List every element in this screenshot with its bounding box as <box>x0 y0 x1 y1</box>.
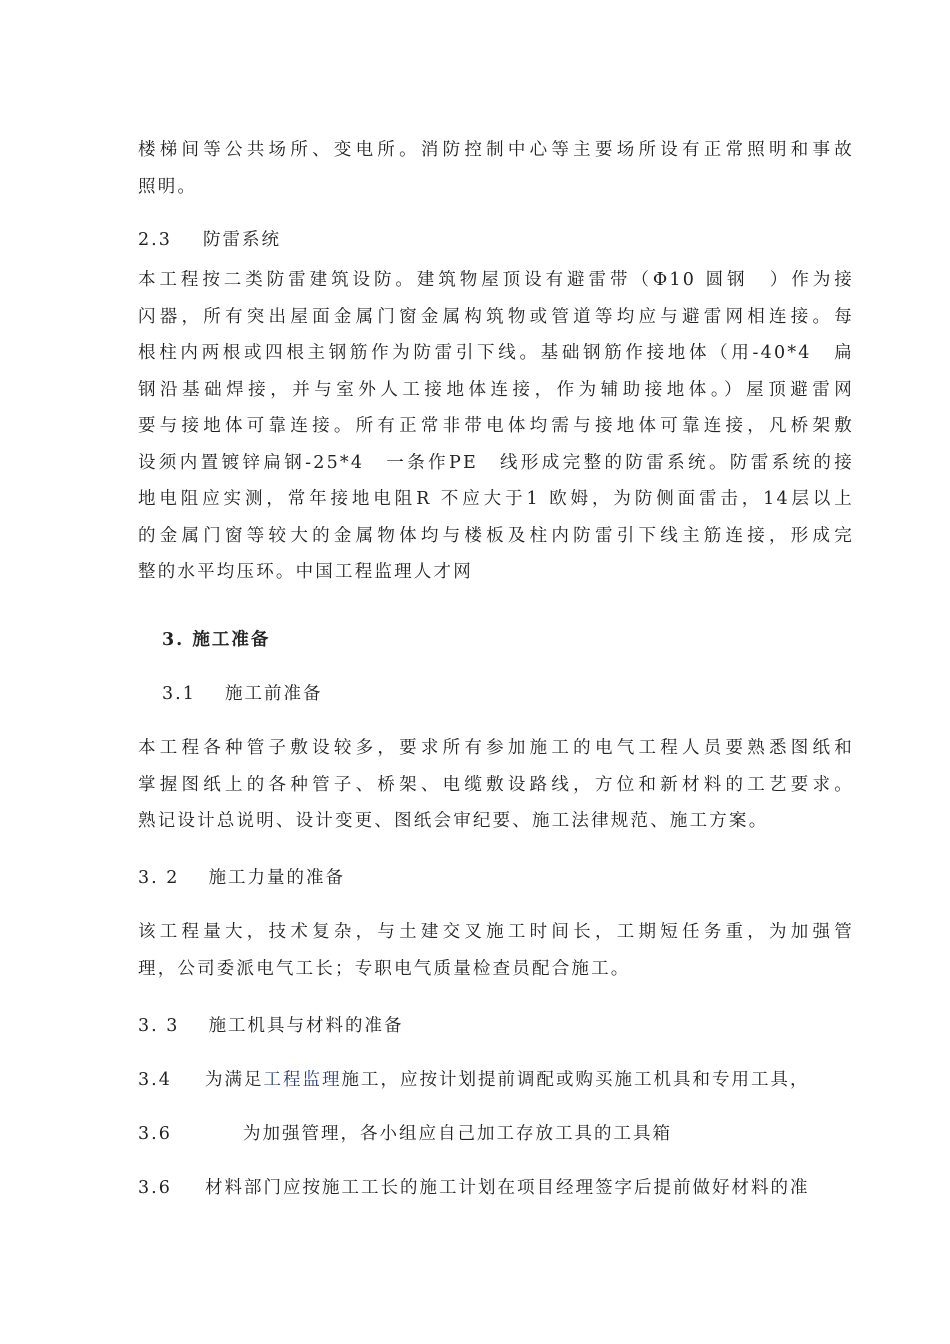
section-heading-3-3 <box>138 1012 404 1037</box>
section-number: 3. <box>162 630 185 650</box>
section-heading-3-1 <box>162 680 323 705</box>
text-line: 整的水平均压环。中国工程监理人才网 <box>138 562 473 582</box>
section-title: 施工机具与材料的准备 <box>208 1016 404 1036</box>
text-line: 钢沿基础焊接，并与室外人工接地体连接，作为辅助接地体。）屋顶避雷网 <box>138 379 854 400</box>
text-line: 设须内置镀锌扁钢-25*4 一条作PE 线形成完整的防雷系统。防雷系统的接 <box>138 452 854 473</box>
section-number: 3. 3 <box>138 1016 180 1036</box>
item-number: 3.6 <box>138 1178 172 1198</box>
item-text-pre: 为满足 <box>205 1070 264 1090</box>
paragraph-workforce <box>138 914 854 987</box>
text-line: 的金属门窗等较大的金属物体均与楼板及柱内防雷引下线主筋连接，形成完 <box>138 525 854 546</box>
supervision-link[interactable]: 工程监理 <box>263 1070 342 1090</box>
text-line: 照明。 <box>138 176 198 197</box>
text-line: 闪器，所有突出屋面金属门窗金属构筑物或管道等均应与避雷网相连接。每 <box>138 306 854 327</box>
section-heading-2-3 <box>138 226 281 251</box>
paragraph-lighting <box>138 132 854 205</box>
list-item-3-6-toolbox <box>138 1120 672 1145</box>
text-line: 掌握图纸上的各种管子、桥架、电缆敷设路线，方位和新材料的工艺要求。 <box>138 774 854 795</box>
section-title: 施工力量的准备 <box>208 868 346 888</box>
section-number: 3.1 <box>162 684 196 704</box>
text-line: 本工程按二类防雷建筑设防。建筑物屋顶设有避雷带（Φ10 圆钢 ）作为接 <box>138 270 854 290</box>
section-heading-3 <box>162 626 270 651</box>
item-number: 3.6 <box>138 1124 172 1144</box>
section-title: 施工前准备 <box>225 684 323 704</box>
item-text-post: 施工，应按计划提前调配或购买施工机具和专用工具， <box>341 1070 810 1090</box>
text-line: 根柱内两根或四根主钢筋作为防雷引下线。基础钢筋作接地体（用-40*4 扁 <box>138 343 854 363</box>
section-heading-3-2 <box>138 864 345 889</box>
item-text: 材料部门应按施工工长的施工计划在项目经理签字后提前做好材料的准 <box>205 1178 810 1198</box>
text-line: 本工程各种管子敷设较多，要求所有参加施工的电气工程人员要熟悉图纸和 <box>138 738 854 758</box>
section-title: 防雷系统 <box>203 230 281 250</box>
item-text: 为加强管理，各小组应自己加工存放工具的工具箱 <box>243 1124 672 1144</box>
item-number: 3.4 <box>138 1070 172 1090</box>
list-item-3-4 <box>138 1066 810 1091</box>
paragraph-lightning-protection <box>138 262 854 591</box>
section-number: 3. 2 <box>138 868 180 888</box>
text-line: 该工程量大，技术复杂，与土建交叉施工时间长，工期短任务重，为加强管 <box>138 922 854 942</box>
text-line: 熟记设计总说明、设计变更、图纸会审纪要、施工法律规范、施工方案。 <box>138 811 769 831</box>
list-item-3-6-materials <box>138 1174 810 1199</box>
section-number: 2.3 <box>138 230 172 250</box>
text-line: 地电阻应实测，常年接地电阻R 不应大于1 欧姆，为防侧面雷击，14层以上 <box>138 489 854 509</box>
text-line: 理，公司委派电气工长；专职电气质量检查员配合施工。 <box>138 958 631 979</box>
section-title: 施工准备 <box>192 630 271 650</box>
paragraph-preparation <box>138 730 854 840</box>
text-line: 要与接地体可靠连接。所有正常非带电体均需与接地体可靠连接，凡桥架敷 <box>138 416 854 436</box>
text-line: 楼梯间等公共场所、变电所。消防控制中心等主要场所设有正常照明和事故 <box>138 140 854 160</box>
